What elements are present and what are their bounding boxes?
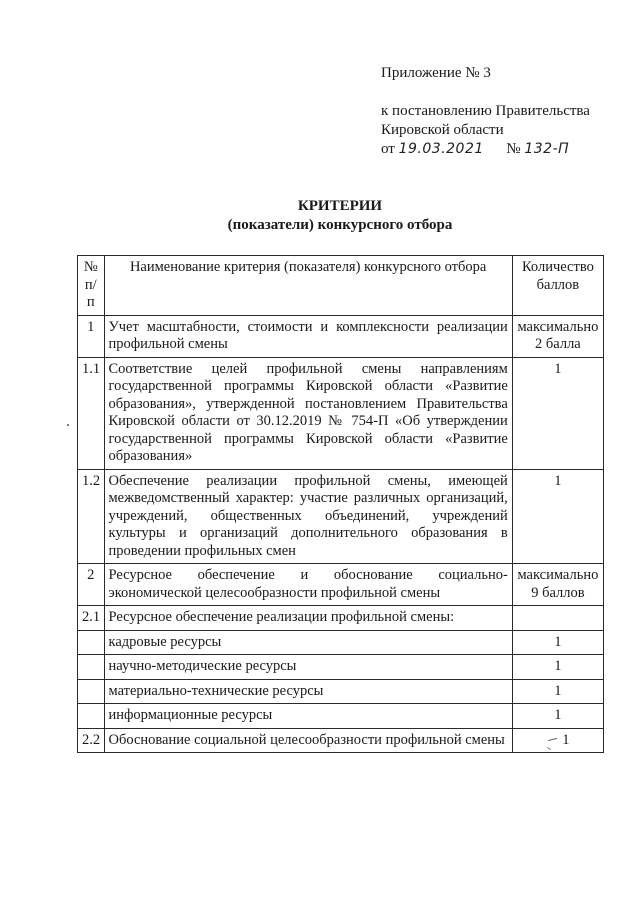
appendix-resolution: к постановлению Правительства — [381, 103, 590, 119]
row-name: Ресурсное обеспечение реализации профильной смены: — [104, 606, 512, 631]
row-name: Учет масштабности, стоимости и комплексности реализации профильной смены — [104, 315, 512, 357]
row-num — [78, 679, 105, 704]
row-num: 1 — [78, 315, 105, 357]
row-num — [78, 630, 105, 655]
row-name: информационные ресурсы — [104, 704, 512, 729]
scan-speck — [67, 424, 69, 426]
date-prefix: от — [381, 141, 395, 157]
row-name: Обоснование социальной целесообразности профильной смены — [104, 728, 512, 753]
row-points: максимально 9 баллов — [512, 564, 603, 606]
table-row — [78, 728, 604, 753]
row-points: 1 — [512, 679, 603, 704]
table-row — [78, 679, 604, 704]
row-num — [78, 655, 105, 680]
row-points: 1 — [512, 469, 603, 564]
row-name: Соответствие целей профильной смены направлениям государственной программы Кировской области «Развитие образования», утвержденной постановлением Правительства Кировской области от 30.12.2019 № 754-П «Об утверждении государственной программы Кировской области «Развитие образования» — [104, 357, 512, 469]
table-row — [78, 357, 604, 469]
row-name: Обеспечение реализации профильной смены, имеющей межведомственный характер: участие различных организаций, учреждений, общественных объединений, учреждений культуры и организаций дополнительного образования в проведении профильных смен — [104, 469, 512, 564]
appendix-block — [381, 64, 590, 159]
table-row — [78, 606, 604, 631]
row-points: 1 — [512, 357, 603, 469]
doc-title: КРИТЕРИИ — [297, 198, 383, 214]
appendix-region: Кировской области — [381, 122, 504, 138]
header-points: Количество баллов — [512, 256, 603, 316]
row-num — [78, 704, 105, 729]
appendix-number: Приложение № 3 — [381, 65, 491, 81]
row-name: научно-методические ресурсы — [104, 655, 512, 680]
header-num: № п/п — [78, 256, 105, 316]
row-name: материально-технические ресурсы — [104, 679, 512, 704]
row-num: 1.2 — [78, 469, 105, 564]
table-row — [78, 469, 604, 564]
doc-subtitle: (показатели) конкурсного отбора — [227, 217, 453, 233]
row-num: 1.1 — [78, 357, 105, 469]
handwritten-number: 132-П — [524, 141, 570, 157]
row-points — [512, 606, 603, 631]
table-header-row — [78, 256, 604, 316]
criteria-table — [77, 255, 604, 753]
pen-tick-mark — [546, 734, 560, 744]
appendix-date-line — [381, 140, 590, 159]
row-points: 1 — [562, 731, 570, 748]
row-points: 1 — [512, 704, 603, 729]
row-name: Ресурсное обеспечение и обоснование социально-экономической целесообразности профильной смены — [104, 564, 512, 606]
table-row — [78, 655, 604, 680]
row-num: 2.2 — [78, 728, 105, 753]
table-row — [78, 630, 604, 655]
table-row — [78, 315, 604, 357]
row-points: 1 — [512, 630, 603, 655]
table-row — [78, 704, 604, 729]
row-points: максимально 2 балла — [512, 315, 603, 357]
row-points: 1 — [512, 655, 603, 680]
row-points-cell — [512, 728, 603, 753]
header-name: Наименование критерия (показателя) конкурсного отбора — [104, 256, 512, 316]
row-num: 2 — [78, 564, 105, 606]
handwritten-date: 19.03.2021 — [398, 141, 484, 157]
table-row — [78, 564, 604, 606]
row-num: 2.1 — [78, 606, 105, 631]
row-name: кадровые ресурсы — [104, 630, 512, 655]
number-prefix: № — [506, 141, 521, 157]
